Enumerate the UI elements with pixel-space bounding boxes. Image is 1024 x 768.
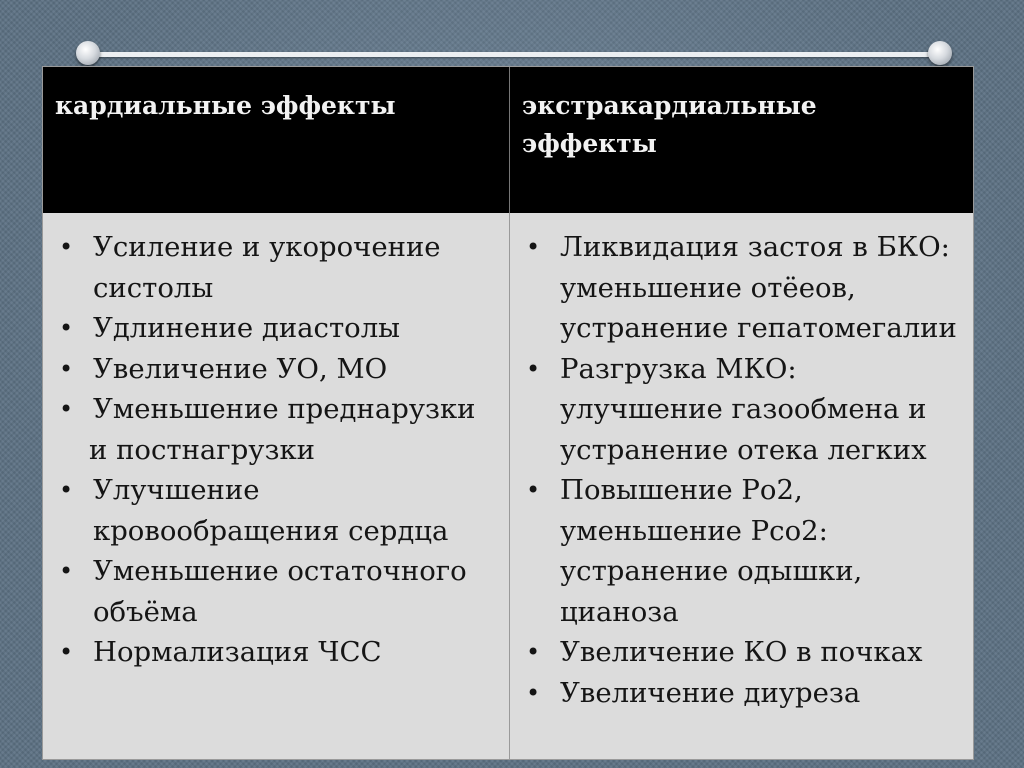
list-item-text: Разгрузка МКО: улучшение газообмена и устранение отека легких xyxy=(560,352,927,466)
bullet-icon: • xyxy=(526,638,541,666)
bullet-icon: • xyxy=(526,354,541,383)
bullet-icon: • xyxy=(59,557,74,585)
list-item xyxy=(55,551,501,632)
list-item-text: Улучшение кровообращения сердца xyxy=(93,474,449,547)
bullet-icon: • xyxy=(59,638,74,666)
list-item xyxy=(522,227,965,349)
list-item xyxy=(55,308,501,349)
list-item-text: Нормализация ЧСС xyxy=(93,636,382,668)
extracardiac-effects-cell xyxy=(509,213,973,759)
list-item-text: Уменьшение преднарузки xyxy=(93,393,476,425)
list-item xyxy=(55,632,501,673)
list-item xyxy=(55,227,501,308)
list-item xyxy=(522,632,965,673)
pin-rail xyxy=(86,52,942,57)
list-item-text: Удлинение диастолы xyxy=(93,312,401,344)
cardiac-effects-list xyxy=(55,227,501,673)
list-item-text: Усиление и укорочение систолы xyxy=(93,231,441,304)
pushpin-icon xyxy=(76,41,100,65)
list-item xyxy=(522,673,965,714)
list-item-text: Увеличение КО в почках xyxy=(560,636,923,668)
list-item xyxy=(55,389,501,430)
comparison-table xyxy=(42,66,974,760)
bullet-icon: • xyxy=(59,233,74,261)
bullet-icon: • xyxy=(59,395,74,423)
list-item-text: Уменьшение остаточного объёма xyxy=(93,555,467,628)
header-extracardiac-effects: экстракардиальные эффекты xyxy=(509,67,973,213)
cardiac-effects-cell xyxy=(43,213,509,759)
list-item xyxy=(55,470,501,551)
extracardiac-effects-list xyxy=(522,227,965,713)
list-item-text: Увеличение УО, МО xyxy=(93,352,388,385)
bullet-icon: • xyxy=(59,354,74,383)
list-continuation: и постнагрузки xyxy=(89,433,316,466)
list-item-text: Повышение Ро2, уменьшение Рсо2: устранение одышки, цианоза xyxy=(560,474,863,628)
list-item xyxy=(522,470,965,632)
list-item xyxy=(522,349,965,471)
bullet-icon: • xyxy=(526,233,541,261)
list-item xyxy=(55,349,501,390)
list-item-text: Ликвидация застоя в БКО: уменьшение отёеов, устранение гепатомегалии xyxy=(560,231,957,344)
bullet-icon: • xyxy=(526,678,541,707)
list-item-text: Увеличение диуреза xyxy=(560,676,861,709)
bullet-icon: • xyxy=(59,476,74,504)
header-cardiac-effects: кардиальные эффекты xyxy=(43,67,509,213)
bullet-icon: • xyxy=(526,476,541,504)
pushpin-icon xyxy=(928,41,952,65)
bullet-icon: • xyxy=(59,314,74,342)
